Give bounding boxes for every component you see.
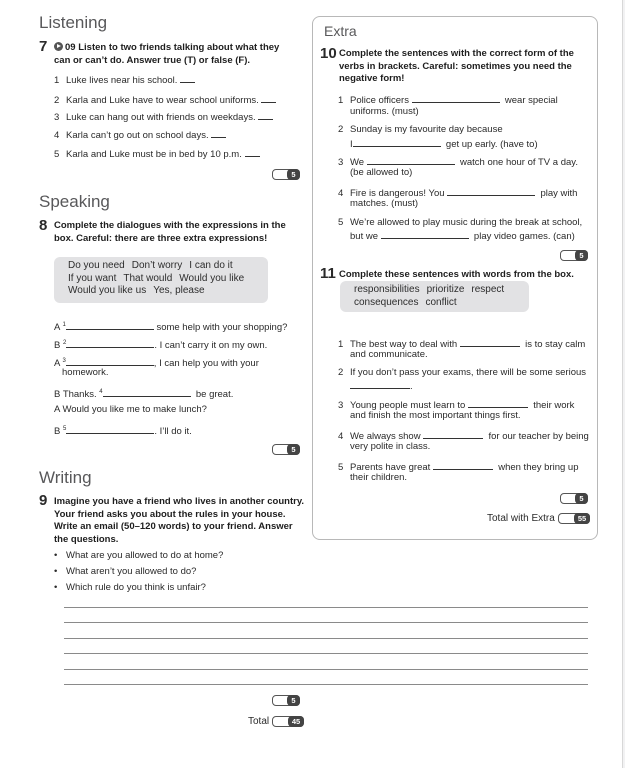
list-item: 3 Luke can hang out with friends on weekdays. (54, 110, 273, 124)
answer-blank[interactable] (211, 128, 226, 138)
dialogue-line: A $^3$ , I can help you with your (54, 358, 259, 370)
speaking-title: Speaking (39, 192, 110, 211)
list-item: 1 The best way to deal with is to stay calm (338, 339, 586, 350)
speaking-instruction: Complete the dialogues with the expressions in the box. Careful: there are three extra expressions! (54, 220, 286, 244)
answer-blank[interactable] (180, 73, 195, 83)
list-item-continuation: and communicate. (350, 349, 428, 360)
list-item: 2 If you don’t pass your exams, there will be some serious (338, 367, 587, 378)
writing-title: Writing (39, 468, 92, 487)
score-box: 5 (560, 250, 588, 261)
list-item: 4 Fire is dangerous! You play with (338, 188, 578, 199)
q10-instruction: Complete the sentences with the correct form of the verbs in brackets. Careful: sometimes you need the negative form! (339, 48, 574, 84)
answer-blank[interactable] (423, 429, 483, 439)
total-with-extra-score-box: 55 (558, 513, 590, 524)
dialogue-line: B $^2$ . I can’t carry it on my own. (54, 340, 268, 352)
total-label: Total (248, 716, 270, 727)
list-item: • What aren’t you allowed to do? (54, 566, 197, 577)
answer-blank[interactable] (468, 398, 528, 408)
score-box: 5 (272, 444, 300, 455)
answer-blank[interactable] (350, 379, 410, 389)
answer-blank[interactable] (433, 460, 493, 470)
total-with-extra-label: Total with Extra (487, 513, 555, 524)
list-item: 5 Karla and Luke must be in bed by 10 p.m. (54, 147, 260, 161)
dialogue-line: B Thanks. $^4$ be great. (54, 389, 234, 401)
list-item: 1 Police officers wear special (338, 95, 558, 106)
score-box: 5 (272, 695, 300, 706)
writing-line[interactable] (64, 638, 588, 639)
list-item-continuation: uniforms. (must) (350, 106, 419, 117)
answer-blank[interactable] (245, 147, 260, 157)
instruction-text: Listen to two friends talking about what they can or can’t do. Answer true (T) or false (F). (54, 42, 280, 66)
list-item: 4 We always show for our teacher by being (338, 431, 589, 442)
answer-blank[interactable] (66, 320, 154, 330)
answer-blank[interactable] (460, 337, 520, 347)
list-item-continuation: but we play video games. (can) (350, 231, 575, 242)
list-item: 4 Karla can’t go out on school days. (54, 128, 226, 142)
word-box: responsibilities prioritize respect consequences conflict (340, 281, 529, 312)
answer-blank[interactable] (447, 186, 535, 196)
answer-blank[interactable] (412, 93, 500, 103)
question-number: 11 (320, 265, 336, 282)
expression-box: Do you need Don’t worry I can do it If you want That would Would you like Would you like us Yes, please (54, 257, 268, 303)
list-item: 2 Sunday is my favourite day because (338, 124, 503, 135)
answer-blank[interactable] (66, 356, 154, 366)
track-number: 09 (65, 42, 76, 53)
answer-blank[interactable] (367, 155, 455, 165)
question-number: 9 (39, 492, 48, 509)
list-item-continuation: matches. (must) (350, 198, 419, 209)
answer-blank[interactable] (66, 424, 154, 434)
list-item: 5 We’re allowed to play music during the break at school, (338, 217, 583, 228)
dialogue-line: A $^1$ some help with your shopping? (54, 322, 288, 334)
writing-line[interactable] (64, 622, 588, 623)
list-item: 3 Young people must learn to their work (338, 400, 575, 411)
writing-line[interactable] (64, 607, 588, 608)
list-item-continuation: . (350, 379, 413, 393)
list-item: 1 Luke lives near his school. (54, 73, 195, 87)
question-number: 10 (320, 45, 337, 62)
answer-blank[interactable] (353, 137, 441, 147)
extra-title: Extra (324, 23, 357, 39)
dialogue-continuation: homework. (62, 367, 109, 378)
listening-instruction (54, 42, 294, 67)
list-item: 5 Parents have great when they bring up (338, 462, 579, 473)
writing-instruction: Imagine you have a friend who lives in another country. Your friend asks you about the rules in your house. Write an email (50–120 words) to your friend. Answer the questions. (54, 496, 305, 545)
dialogue-line: B $^5$ . I’ll do it. (54, 426, 192, 438)
question-number: 8 (39, 217, 48, 234)
answer-blank[interactable] (66, 338, 154, 348)
list-item-continuation: I get up early. (have to) (350, 139, 538, 150)
q11-instruction: Complete these sentences with words from the box. (339, 269, 574, 280)
list-item: • What are you allowed to do at home? (54, 550, 224, 561)
answer-blank[interactable] (103, 387, 191, 397)
score-box: 5 (272, 169, 300, 180)
audio-icon[interactable] (54, 42, 63, 51)
score-box: 5 (560, 493, 588, 504)
list-item: 2 Karla and Luke have to wear school uniforms. (54, 93, 276, 107)
answer-blank[interactable] (258, 110, 273, 120)
writing-line[interactable] (64, 684, 588, 685)
answer-blank[interactable] (381, 229, 469, 239)
listening-title: Listening (39, 13, 108, 32)
question-number: 7 (39, 38, 48, 55)
writing-line[interactable] (64, 653, 588, 654)
list-item-continuation: their children. (350, 472, 408, 483)
list-item: • Which rule do you think is unfair? (54, 582, 206, 593)
answer-blank[interactable] (261, 93, 276, 103)
list-item-continuation: (be allowed to) (350, 167, 413, 178)
writing-line[interactable] (64, 669, 588, 670)
list-item: 3 We watch one hour of TV a day. (338, 157, 578, 168)
list-item-continuation: very polite in class. (350, 441, 431, 452)
dialogue-line: A Would you like me to make lunch? (54, 404, 207, 415)
total-score-box: 45 (272, 716, 304, 727)
list-item-continuation: and finish the most important things first. (350, 410, 521, 421)
